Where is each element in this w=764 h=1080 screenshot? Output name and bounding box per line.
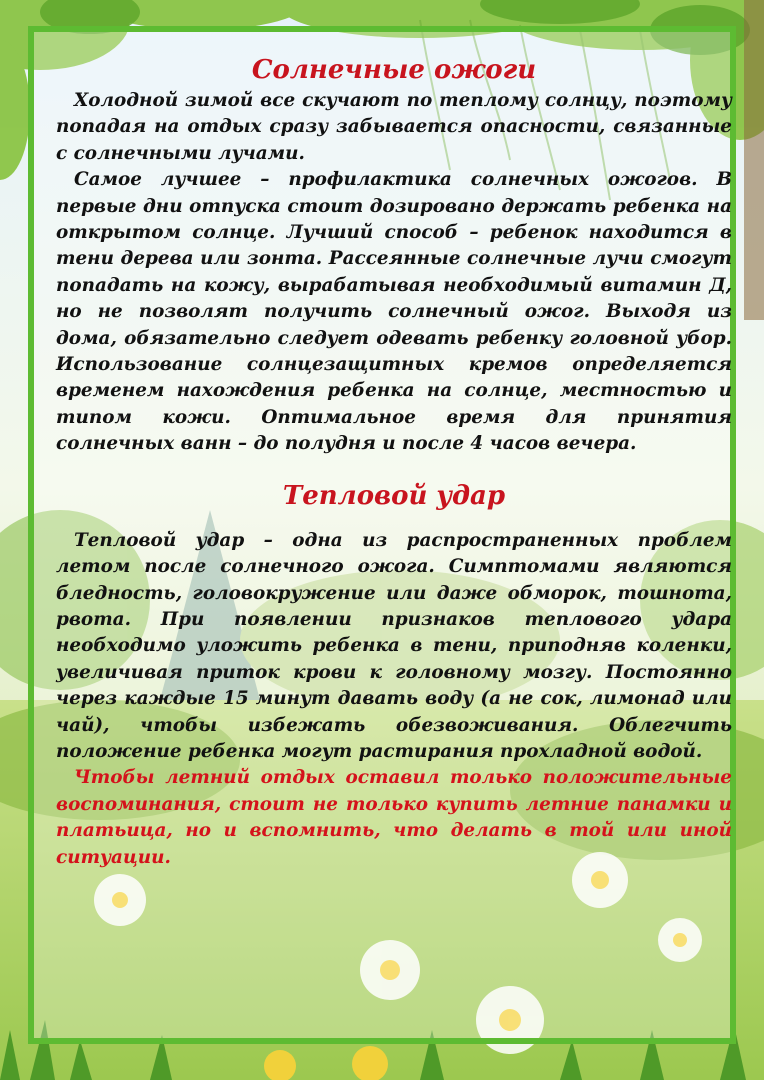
paragraph: Холодной зимой все скучают по теплому солнцу, поэтому попадая на отдых сразу забывается опасности, связанные с солнечными лучами. — [56, 90, 732, 164]
heading-heatstroke: Тепловой удар — [282, 480, 506, 511]
paragraph: Самое лучшее – профилактика солнечных ожогов. В первые дни отпуска стоит дозировано держать ребенка на открытом солнце. Лучший способ – ребенок находится в тени дерева или зонта. Рассеянные солнечные лучи смогут попадать на кожу, вырабатывая необходимый витамин Д, но не позволят получить солнечный ожог. Выходя из дома, обязательно следует одевать ребенку головной убор. Использование солнцезащитных кремов определяется временем нахождения ребенка на солнце, местностью и типом кожи. Оптимальное время для принятия солнечных ванн – до полудня и после 4 часов вечера. — [56, 169, 732, 455]
document-content — [56, 54, 732, 871]
paragraph: Тепловой удар – одна из распространенных проблем летом после солнечного ожога. Симптомами являются бледность, головокружение или даже обморок, тошнота, рвота. При появлении признаков теплового удара необходимо уложить ребенка в тени, приподняв коленки, увеличивая приток крови к головному мозгу. Постоянно через каждые 15 минут давать воду (а не сок, лимонад или чай), чтобы избежать обезвоживания. Облегчить положение ребенка могут растирания прохладной водой. — [56, 529, 732, 762]
heading-sunburn: Солнечные ожоги — [251, 55, 537, 85]
closing-note: Чтобы летний отдых оставил только положительные воспоминания, стоит не только купить летние панамки и платьица, но и вспомнить, что делать в той или иной ситуации. — [56, 767, 732, 868]
